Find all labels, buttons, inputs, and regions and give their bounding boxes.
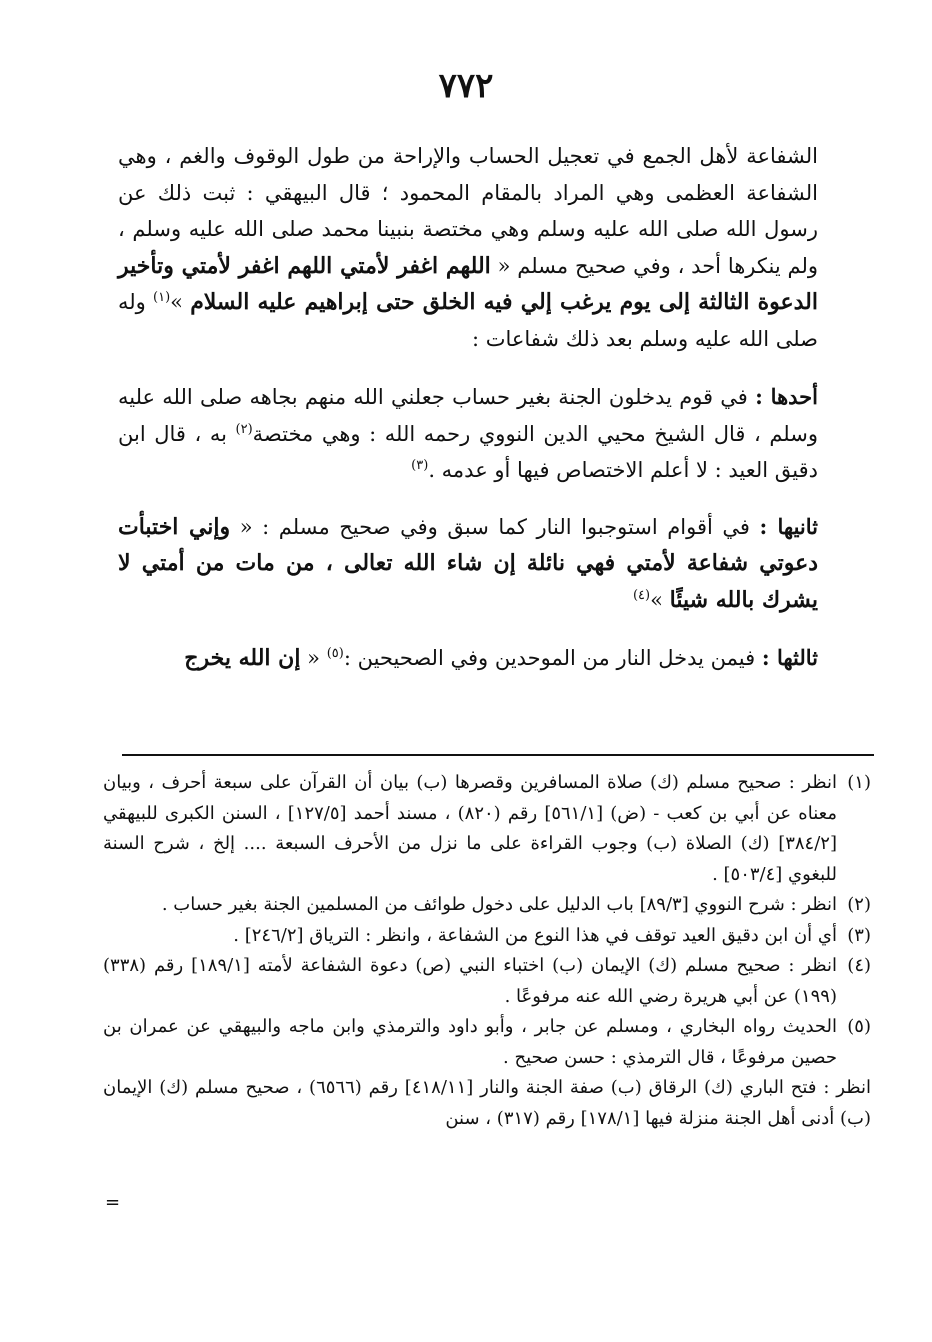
footnote-number: (٤) bbox=[847, 955, 872, 976]
footnote-divider bbox=[122, 754, 874, 756]
footnote-4 bbox=[103, 951, 871, 1012]
hadith-quote: إن الله يخرج bbox=[184, 645, 301, 671]
hadith-quote: اللهم اغفر لأمتي اللهم اغفر لأمتي وتأخير الدعوة الثالثة إلى يوم يرغب إلي فيه الخلق حتى إبراهيم عليه السلام bbox=[118, 252, 818, 315]
footnote-2 bbox=[103, 890, 871, 921]
footnote-continuation: انظر : فتح الباري (ك) الرقاق (ب) صفة الجنة والنار [٤١٨/١١] رقم (٦٥٦٦) ، صحيح مسلم (ك) الإيمان (ب) أدنى أهل الجنة منزلة فيها [١٧٨/١] رقم (٣١٧) ، سنن bbox=[103, 1077, 871, 1129]
quote-close: » bbox=[170, 290, 183, 314]
footnote-number: (٥) bbox=[847, 1016, 871, 1037]
footnote-number: (٢) bbox=[847, 894, 871, 915]
footnote-text: الحديث رواه البخاري ، ومسلم عن جابر ، وأبو داود والترمذي وابن ماجه والبيهقي عن عمران بن حصين مرفوعًا ، قال الترمذي : حسن صحيح . bbox=[103, 1016, 837, 1068]
footnote-number: (١) bbox=[847, 772, 871, 793]
footnote-text: أي أن ابن دقيق العيد توقف في هذا النوع من الشفاعة ، وانظر : الترياق [٢٤٦/٢] . bbox=[233, 924, 837, 946]
paragraph-third-intercession bbox=[118, 640, 818, 677]
paragraph-text: به ، قال ابن دقيق العيد : لا أعلم الاختصاص فيها أو عدمه . bbox=[118, 421, 818, 482]
paragraph-lead: أحدها : bbox=[755, 384, 818, 409]
paragraph-text: في قوم يدخلون الجنة بغير حساب جعلني الله منهم بجاهه صلى الله عليه وسلم ، قال الشيخ محيي الدين النووي رحمه الله : وهي مختصة bbox=[118, 385, 818, 446]
footnote-text: انظر : صحيح مسلم (ك) الإيمان (ب) اختباء النبي (ص) دعوة الشفاعة لأمته [١٨٩/١] رقم (٣٣٨) (١٩٩) عن أبي هريرة رضي الله عنه مرفوعًا . bbox=[103, 955, 838, 1007]
paragraph-text: الشفاعة لأهل الجمع في تعجيل الحساب والإراحة من طول الوقوف والغم ، وهي الشفاعة العظمى وهي المراد بالمقام المحمود ؛ قال البيهقي : ثبت ذلك عن رسول الله صلى الله عليه وسلم وهي مختصة بنبينا محمد صلى الله عليه وسلم ، ولم ينكرها أحد ، وفي صحيح مسلم « bbox=[118, 144, 818, 278]
paragraph-intercession-intro bbox=[118, 138, 818, 357]
footnote-text: انظر : صحيح مسلم (ك) صلاة المسافرين وقصرها (ب) بيان أن القرآن على سبعة أحرف ، وبيان معناه عن أبي بن كعب - (ض) [٥٦١/١] رقم (٨٢٠) ، مسند أحمد [١٢٧/٥] ، السنن الكبرى للبيهقي [٣٨٤/٢] (ك) الصلاة (ب) وجوب القراءة على ما نزل من الأحرف السبعة .... إلخ ، شرح السنة للبغوي [٥٠٣/٤] . bbox=[103, 772, 837, 885]
footnote-3 bbox=[103, 921, 871, 952]
paragraph-text: في أقوام استوجبوا النار كما سبق وفي صحيح مسلم : « bbox=[239, 514, 750, 539]
footnote-1 bbox=[103, 768, 871, 890]
page-number: ٧٧٢ bbox=[438, 66, 494, 106]
footnote-text: انظر : شرح النووي [٨٩/٣] باب الدليل على دخول طوائف من المسلمين الجنة بغير حساب . bbox=[161, 894, 837, 915]
footnote-ref: (٢) bbox=[235, 421, 253, 437]
quote-open: « bbox=[307, 646, 320, 670]
paragraph-first-intercession bbox=[118, 379, 818, 489]
quote-close: » bbox=[650, 587, 663, 612]
paragraph-text: فيمن يدخل النار من الموحدين وفي الصحيحين : bbox=[343, 646, 756, 670]
footnote-number: (٣) bbox=[847, 924, 871, 946]
main-text bbox=[118, 138, 818, 677]
paragraph-lead: ثالثها : bbox=[761, 645, 818, 670]
continuation-mark: = bbox=[105, 1192, 121, 1213]
footnote-ref: (٣) bbox=[411, 458, 429, 473]
paragraph-lead: ثانيها : bbox=[759, 513, 819, 539]
footnote-ref: (٥) bbox=[326, 646, 344, 661]
hadith-quote: وإني اختبأت دعوتي شفاعة لأمتي فهي نائلة إن شاء الله تعالى ، من مات من أمتي لا يشرك بالله شيئًا bbox=[118, 513, 818, 613]
footnote-ref: (٤) bbox=[632, 587, 651, 603]
footnotes bbox=[103, 768, 871, 1134]
paragraph-second-intercession bbox=[118, 509, 818, 619]
paragraph-text: وله صلى الله عليه وسلم بعد ذلك شفاعات : bbox=[118, 290, 818, 351]
footnote-ref: (١) bbox=[153, 290, 171, 305]
footnote-5 bbox=[103, 1012, 871, 1073]
